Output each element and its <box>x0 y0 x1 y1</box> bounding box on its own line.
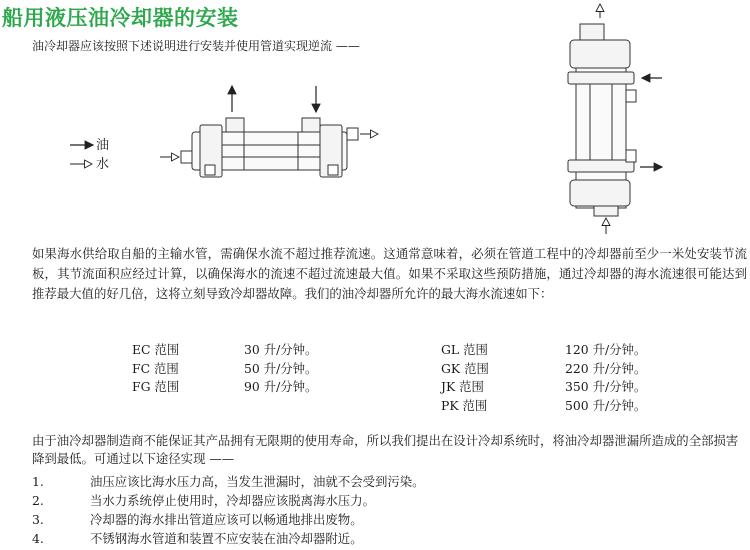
list-item <box>32 491 425 510</box>
measures-list <box>32 472 425 548</box>
rate-range: EC 范围 <box>132 342 180 357</box>
legend-oil-label: 油 <box>96 138 110 153</box>
list-text: 冷却器的海水排出管道应该可以畅通地排出废物。 <box>90 512 363 527</box>
intro-text: 油冷却器应该按照下述说明进行安装并使用管道实现逆流 —— <box>32 39 360 53</box>
page-title: 船用液压油冷却器的安装 <box>2 6 239 30</box>
rate-row <box>132 360 317 379</box>
list-number: 2. <box>32 493 44 508</box>
rate-row <box>441 378 646 397</box>
rate-range: FC 范围 <box>132 360 179 376</box>
flow-rate-paragraph: 如果海水供给取自船的主输水管，需确保水流不超过推荐流速。这通常意味着，必须在管道工程中的冷却器前至少一米处安装节流板，其节流面积应经过计算，以确保海水的流速不超过流速最大值。如果不采取这些预防措施，通过冷却器的海水流速很可能达到推荐最大值的好几倍，这将立刻导致冷却器故障。我们的油冷却器所允许的最大海水流速如下： <box>32 246 747 301</box>
rate-value: 90 升/分钟。 <box>244 379 318 394</box>
rates-right-column <box>441 341 646 415</box>
rate-range: GL 范围 <box>441 342 488 357</box>
rate-value: 500 升/分钟。 <box>565 397 647 413</box>
rate-row <box>441 360 646 379</box>
flow-legend <box>70 136 109 174</box>
list-text: 油压应该比海水压力高，当发生泄漏时，油就不会受到污染。 <box>90 474 425 489</box>
rate-value: 50 升/分钟。 <box>244 360 318 376</box>
rate-range: JK 范围 <box>441 379 484 394</box>
horizontal-cooler-diagram <box>181 118 358 177</box>
rate-value: 220 升/分钟。 <box>565 360 647 376</box>
rate-row <box>132 341 317 360</box>
list-item <box>32 510 425 529</box>
list-number: 3. <box>32 512 44 527</box>
rate-value: 30 升/分钟。 <box>244 342 318 357</box>
leak-paragraph: 由于油冷却器制造商不能保证其产品拥有无限期的使用寿命，所以我们提出在设计冷却系统时，将油冷却器泄漏所造成的全部损害降到最低。可通过以下途径实现 —— <box>32 433 739 466</box>
rate-value: 120 升/分钟。 <box>565 342 647 357</box>
vertical-cooler-diagram <box>568 24 636 216</box>
rate-range: PK 范围 <box>441 397 488 413</box>
list-item <box>32 472 425 491</box>
rate-row <box>441 341 646 360</box>
rate-range: GK 范围 <box>441 360 489 376</box>
rate-row <box>441 397 646 416</box>
list-text: 不锈钢海水管道和装置不应安装在油冷却器附近。 <box>90 531 363 546</box>
list-text: 当水力系统停止使用时，冷却器应该脱离海水压力。 <box>90 493 375 508</box>
list-item <box>32 529 425 548</box>
rates-left-column <box>132 341 317 397</box>
rate-value: 350 升/分钟。 <box>565 379 647 394</box>
list-number: 1. <box>32 474 44 489</box>
rate-range: FG 范围 <box>132 379 180 394</box>
legend-water-row <box>70 155 109 174</box>
legend-water-label: 水 <box>96 157 110 172</box>
list-number: 4. <box>32 531 44 546</box>
rate-row <box>132 378 317 397</box>
legend-oil-row <box>70 136 109 155</box>
